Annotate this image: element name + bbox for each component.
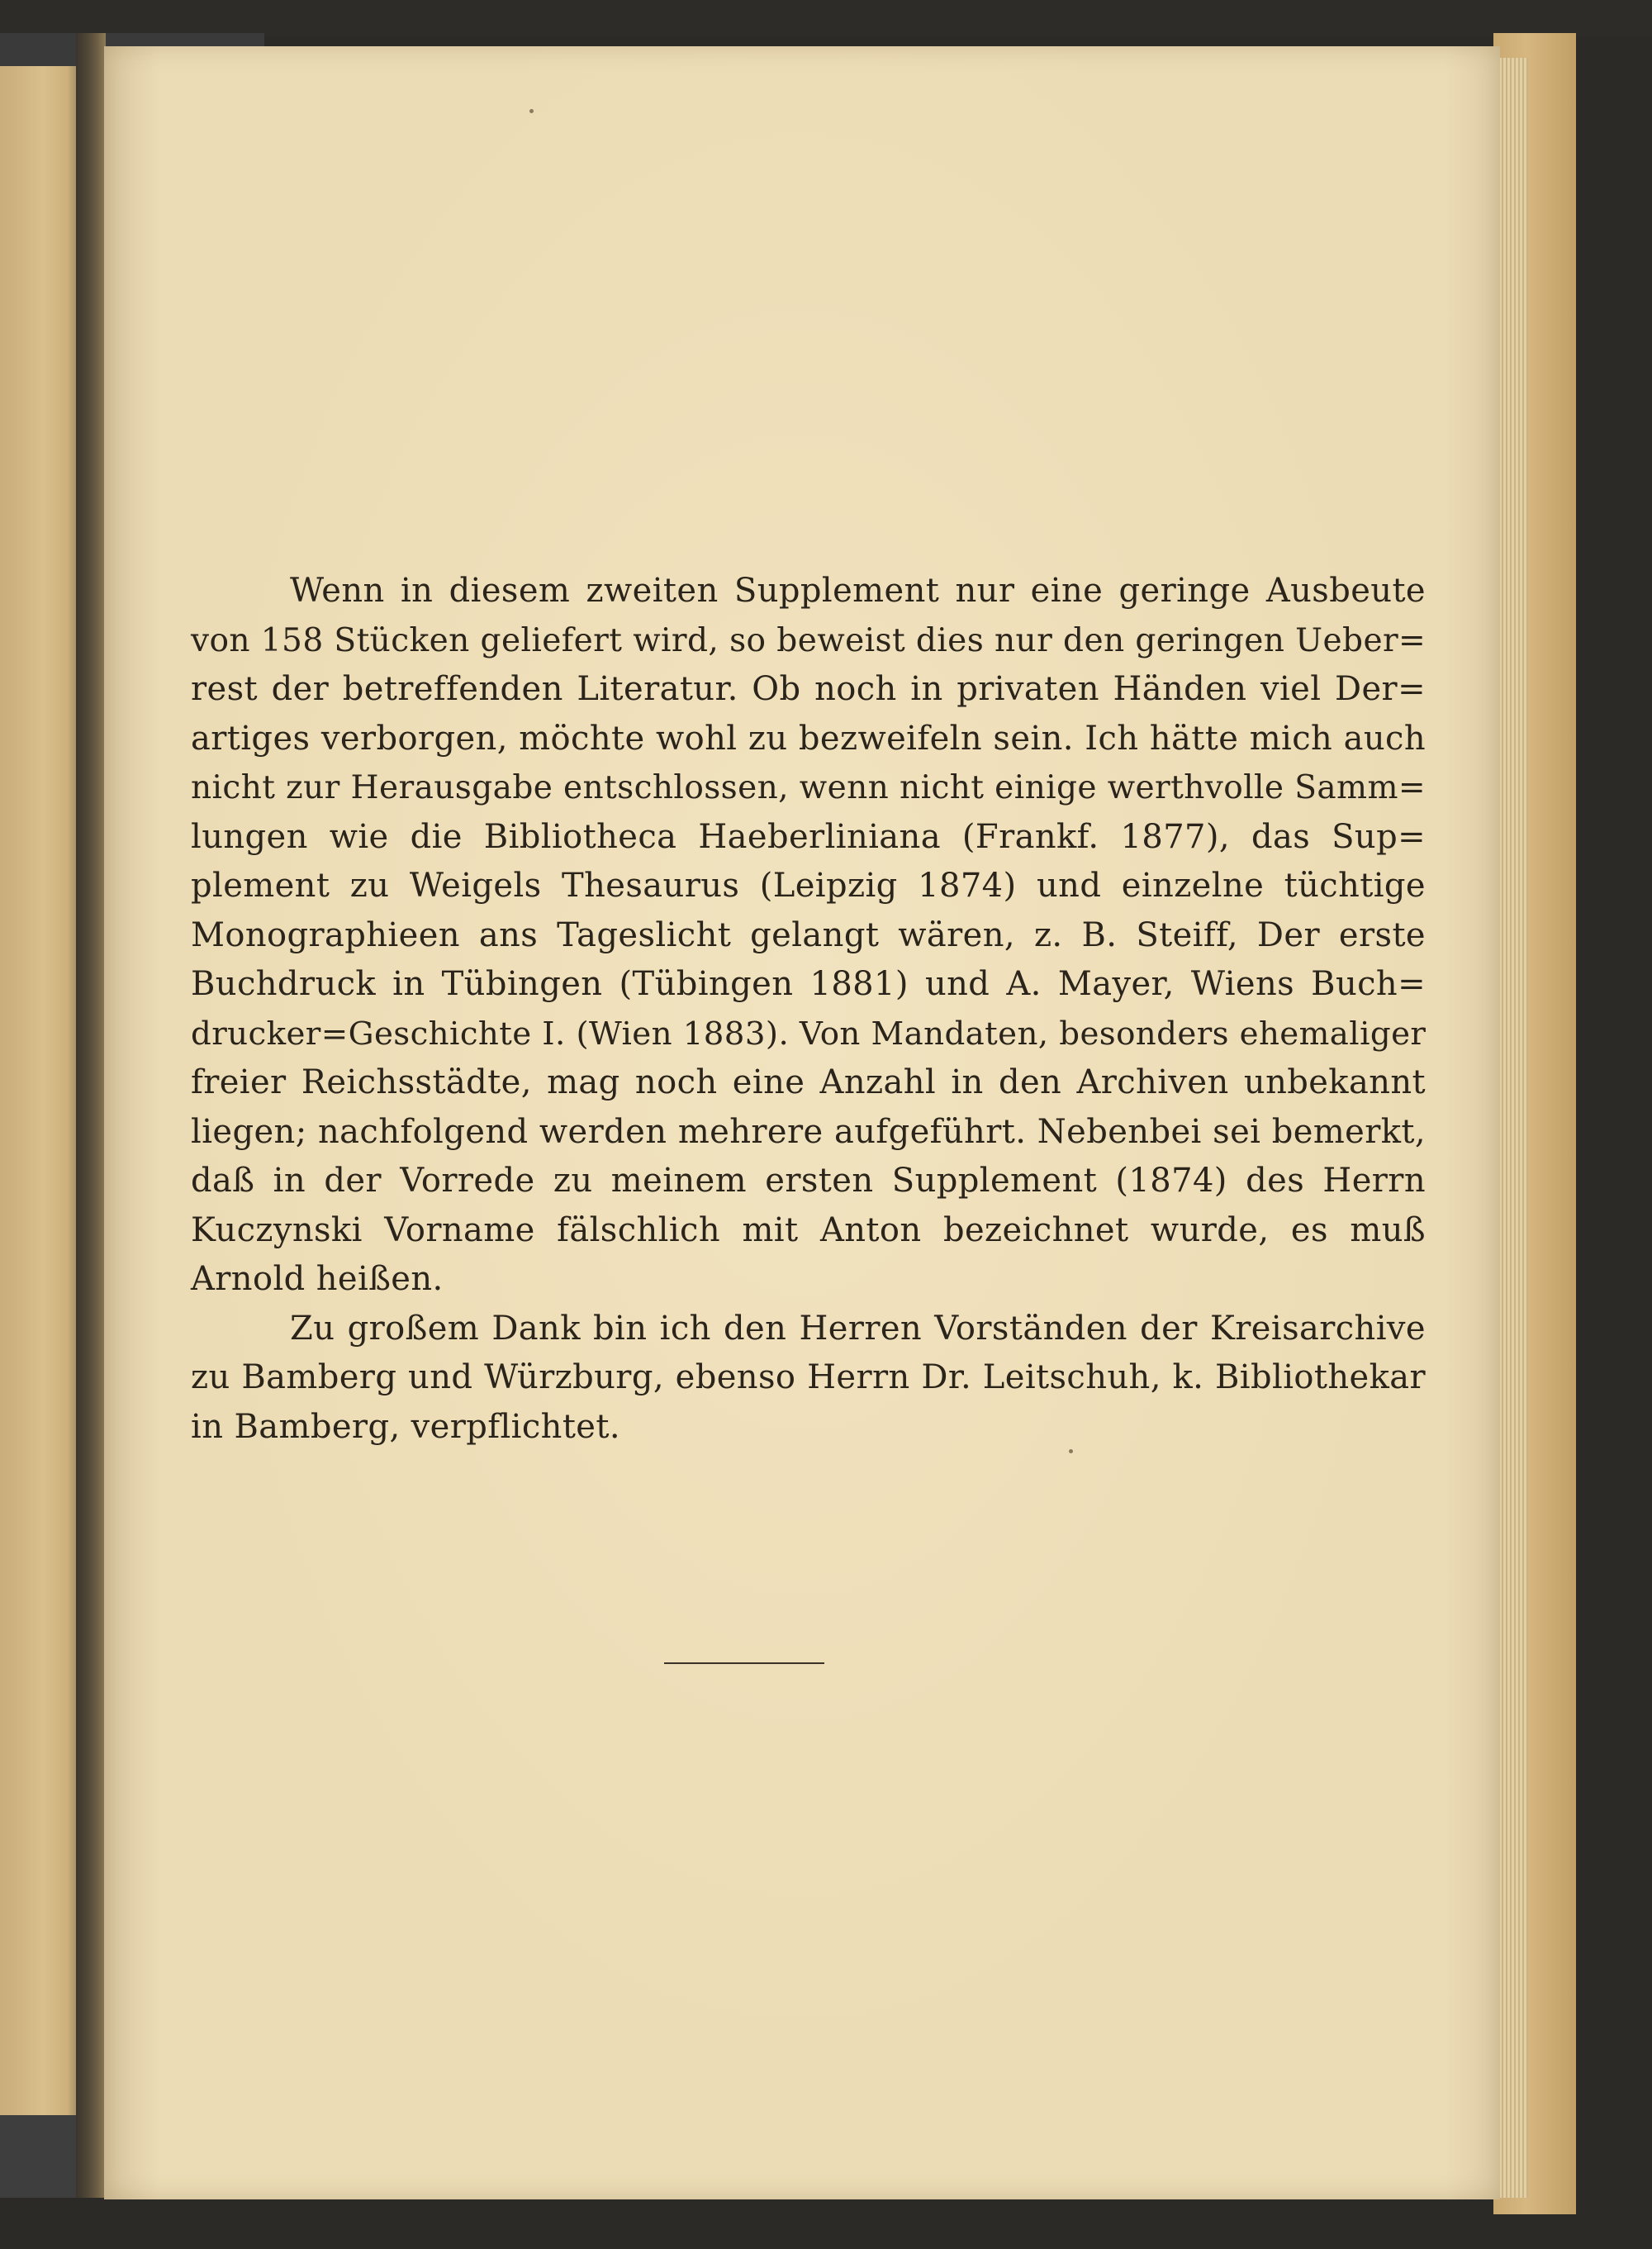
text-line: zu Bamberg und Würzburg, ebenso Herrn Dr. Leitschuh, k. Bibliothekar xyxy=(191,1358,1426,1396)
text-line: Zu großem Dank bin ich den Herren Vorständen der Kreisarchive xyxy=(290,1309,1426,1348)
text-line: drucker=Geschichte I. (Wien 1883). Von Mandaten, besonders ehemaliger xyxy=(191,1015,1427,1053)
text-line: liegen; nachfolgend werden mehrere aufgeführt. Nebenbei sei bemerkt, xyxy=(191,1112,1426,1151)
text-line: rest der betreffenden Literatur. Ob noch in privaten Händen viel Der= xyxy=(191,670,1426,708)
text-line: artiges verborgen, möchte wohl zu bezweifeln sein. Ich hätte mich auch xyxy=(191,719,1426,758)
facing-page-edge xyxy=(0,33,79,2190)
text-line: Kuczynski Vorname fälschlich mit Anton bezeichnet wurde, es muß xyxy=(191,1210,1426,1249)
text-line: nicht zur Herausgabe entschlossen, wenn nicht einige werthvolle Samm= xyxy=(191,769,1427,806)
text-line: in Bamberg, verpflichtet. xyxy=(191,1407,620,1446)
closing-rule xyxy=(664,1662,824,1664)
book-page xyxy=(104,46,1500,2199)
text-line: plement zu Weigels Thesaurus (Leipzig 1874) und einzelne tüchtige xyxy=(191,867,1426,905)
text-line: daß in der Vorrede zu meinem ersten Supplement (1874) des Herrn xyxy=(191,1162,1426,1200)
preface-text xyxy=(191,567,1426,1452)
text-line: Monographieen ans Tageslicht gelangt wären, z. B. Steiff, Der erste xyxy=(191,915,1426,954)
text-line: lungen wie die Bibliotheca Haeberliniana (Frankf. 1877), das Sup= xyxy=(191,817,1426,856)
text-line: Buchdruck in Tübingen (Tübingen 1881) und A. Mayer, Wiens Buch= xyxy=(191,965,1426,1003)
scanner-background xyxy=(0,0,1652,36)
paragraph-2 xyxy=(191,1305,1426,1453)
text-line: von 158 Stücken geliefert wird, so beweist dies nur den geringen Ueber= xyxy=(191,621,1427,659)
text-line: freier Reichsstädte, mag noch eine Anzahl in den Archiven unbekannt xyxy=(191,1063,1426,1101)
text-line: Arnold heißen. xyxy=(191,1260,444,1298)
text-line: Wenn in diesem zweiten Supplement nur eine geringe Ausbeute xyxy=(290,572,1426,610)
paper-speck xyxy=(529,109,534,113)
paragraph-1 xyxy=(191,567,1426,1305)
book-gutter xyxy=(76,33,106,2198)
